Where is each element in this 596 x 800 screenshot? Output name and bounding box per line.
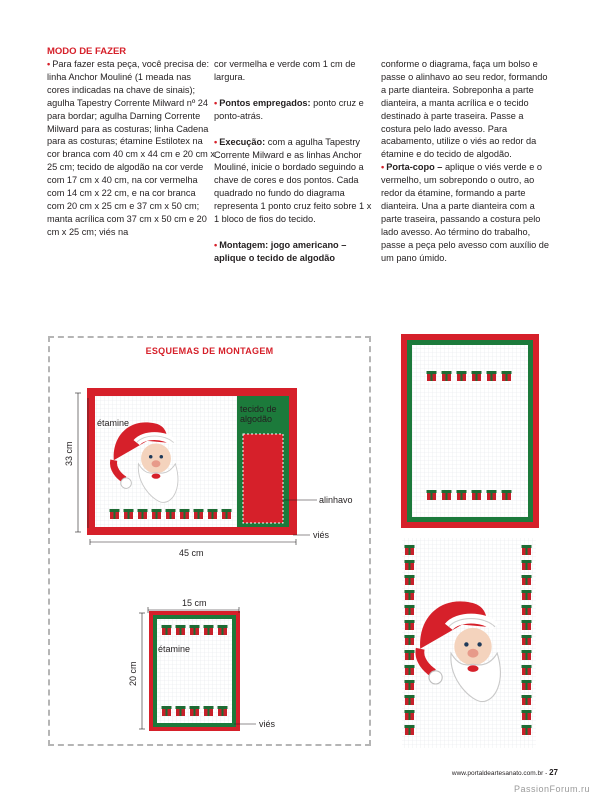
tecido-label: tecido de algodão: [240, 404, 277, 424]
bullet-icon: •: [381, 162, 385, 173]
pontos-label: Pontos empregados:: [219, 97, 311, 108]
page-number: 27: [549, 768, 558, 777]
column-2-continuation: cor vermelha e verde com 1 cm de largura.: [214, 59, 356, 82]
bullet-icon: •: [214, 239, 218, 250]
footer-url: www.portaldeartesanato.com.br -: [451, 770, 548, 777]
alinhavo-label: alinhavo: [319, 495, 353, 505]
placemat-photo: [401, 334, 539, 528]
heading: MODO DE FAZER: [47, 46, 127, 57]
vies-label-big: viés: [313, 530, 330, 540]
diagram-title: ESQUEMAS DE MONTAGEM: [145, 346, 274, 356]
height-label-big: 33 cm: [64, 441, 74, 466]
column-3-continuation: conforme o diagrama, faça um bolso e passe o alinhavo ao seu redor, formando a parte dianteira. Sobreponha a parte dianteira, a manta acrílica e o tecido destinado à parte traseira. Passe a costura pelo lado avesso. Para acabamento, utilize o viés ao redor da étamine e do tecido de algodão.: [381, 59, 548, 160]
small-coaster: [139, 607, 256, 731]
montagem-label: Montagem: jogo americano: [219, 239, 339, 250]
bullet-icon: •: [214, 136, 218, 147]
materials-text: Para fazer esta peça, você precisa de: linha Anchor Mouliné (1 meada nas cores indicadas na chave de sinais); agulha Tapestry Corrente Milward nº 24 para bordar; agulha Darning Corrente Milward para as costuras; linha Cadena para as costuras; étamine Estilotex na cor branca com 40 cm x 44 cm e 20 cm x 25 cm; tecido de algodão na cor verde com 17 cm x 40 cm, na cor vermelha com 14 cm x 22 cm, e na cor branca com 20 cm x 25 cm e 37 cm x 50 cm; manta acrílica com 37 cm x 50 cm e 20 cm x 25 cm; viés na: [47, 59, 215, 237]
width-label-small: 15 cm: [182, 598, 207, 608]
execucao-text: com a agulha Tapestry Corrente Milward e as linhas Anchor Mouliné, inicie o bordado seguindo a chave de cores e dos pontos. Cada quadrado no fundo do diagrama representa 1 ponto cruz feito sobre 1 x 1 bloco de fios do tecido.: [214, 136, 372, 225]
santa-panel-photo: [402, 538, 536, 748]
height-label-small: 20 cm: [128, 661, 138, 686]
bullet-icon: •: [47, 59, 51, 69]
bullet-icon: •: [214, 97, 218, 108]
page-footer: [452, 768, 558, 777]
porta-copo-text: aplique o viés verde e o vermelho, um sobrepondo o outro, ao redor da étamine, formando a parte dianteira. Una a parte dianteira com a parte traseira, passando a costura pelo lado avesso. Ao término do trabalho, passe a peça pelo avesso com auxílio de um pano úmido.: [381, 162, 550, 263]
porta-copo-label: Porta-copo –: [386, 162, 443, 173]
etamine-label-small: étamine: [158, 644, 191, 654]
gift-row-icon: [110, 509, 232, 519]
execucao-label: Execução:: [219, 136, 266, 147]
watermark: PassionForum.ru: [513, 784, 590, 794]
etamine-label: étamine: [97, 418, 130, 428]
vies-label-small: viés: [259, 719, 276, 729]
montagem-text: – aplique o tecido de algodão: [214, 239, 347, 263]
pontos-text: ponto cruz e ponto-atrás.: [214, 97, 364, 121]
width-label-big: 45 cm: [179, 548, 204, 558]
